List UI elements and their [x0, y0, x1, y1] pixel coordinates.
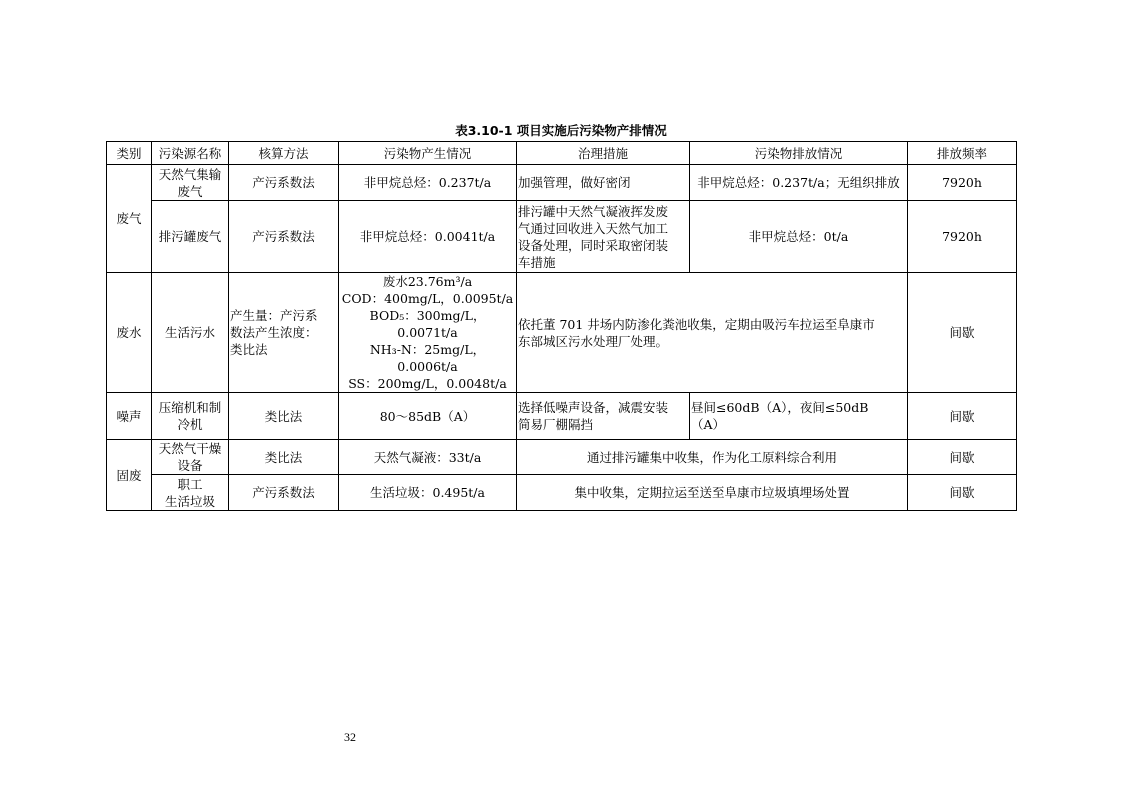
source-cell	[152, 393, 229, 440]
table-header-row	[107, 142, 1017, 165]
header-frequency: 排放频率	[908, 142, 1017, 165]
source-cell	[152, 165, 229, 201]
source-line: 天然气干燥	[158, 441, 222, 456]
source-line: 职工	[177, 476, 203, 492]
treatment-cell	[517, 273, 908, 393]
method-line: 类比法	[230, 342, 268, 357]
method-cell: 类比法	[229, 393, 339, 440]
treatment-cell: 通过排污罐集中收集，作为化工原料综合利用	[517, 440, 908, 475]
treatment-line: 车措施	[518, 254, 556, 270]
production-cell: 生活垃圾：0.495t/a	[339, 475, 517, 511]
frequency-cell: 7920h	[908, 201, 1017, 273]
table-title: 表3.10-1 项目实施后污染物产排情况	[455, 123, 667, 138]
source-cell: 生活污水	[152, 273, 229, 393]
production-cell: 非甲烷总烃：0.237t/a	[339, 165, 517, 201]
page-number: 32	[344, 730, 356, 744]
header-category: 类别	[107, 142, 152, 165]
source-line: 冷机	[177, 417, 203, 432]
treatment-line: 选择低噪声设备，减震安装	[518, 400, 669, 415]
source-line: 设备	[177, 458, 203, 473]
treatment-cell	[517, 201, 690, 273]
production-cell: 80～85dB（A）	[339, 393, 517, 440]
table-row	[107, 165, 1017, 201]
treatment-line: 简易厂棚隔挡	[518, 417, 594, 432]
treatment-cell: 集中收集，定期拉运至送至阜康市垃圾填埋场处置	[517, 475, 908, 511]
emission-cell: 非甲烷总烃：0t/a	[690, 201, 908, 273]
method-cell: 产污系数法	[229, 165, 339, 201]
production-line: COD：400mg/L，0.0095t/a	[341, 291, 514, 306]
treatment-cell: 加强管理，做好密闭	[517, 165, 690, 201]
category-cell: 噪声	[107, 393, 152, 440]
header-treatment: 治理措施	[517, 142, 690, 165]
header-production: 污染物产生情况	[339, 142, 517, 165]
production-cell	[339, 273, 517, 393]
production-line: SS：200mg/L，0.0048t/a	[348, 376, 507, 391]
treatment-line: 依托董 701 井场内防渗化粪池收集，定期由吸污车拉运至阜康市	[518, 316, 875, 332]
method-line: 数法产生浓度：	[230, 325, 318, 340]
frequency-cell: 间歇	[908, 273, 1017, 393]
table-row	[107, 475, 1017, 511]
treatment-cell	[517, 393, 690, 440]
method-cell: 产污系数法	[229, 475, 339, 511]
source-cell	[152, 440, 229, 475]
treatment-line: 气通过回收进入天然气加工	[518, 220, 669, 236]
source-line: 天然气集输	[158, 166, 222, 182]
pollutant-table	[106, 141, 1017, 511]
emission-line: 昼间≤60dB（A），夜间≤50dB	[691, 400, 869, 415]
treatment-line: 东部城区污水处理厂处理。	[518, 333, 669, 349]
table-row	[107, 393, 1017, 440]
method-cell: 类比法	[229, 440, 339, 475]
production-line: 废水23.76m³/a	[382, 274, 473, 289]
header-emission: 污染物排放情况	[690, 142, 908, 165]
header-source-name: 污染源名称	[152, 142, 229, 165]
emission-cell	[690, 393, 908, 440]
category-cell: 废水	[107, 273, 152, 393]
production-cell: 非甲烷总烃：0.0041t/a	[339, 201, 517, 273]
source-cell: 排污罐废气	[152, 201, 229, 273]
category-cell: 固废	[107, 440, 152, 511]
production-line: BOD₅：300mg/L，0.0071t/a	[369, 308, 486, 340]
frequency-cell: 间歇	[908, 393, 1017, 440]
method-cell: 产污系数法	[229, 201, 339, 273]
table-row	[107, 201, 1017, 273]
source-cell	[152, 475, 229, 511]
emission-cell: 非甲烷总烃：0.237t/a；无组织排放	[690, 165, 908, 201]
table-row	[107, 273, 1017, 393]
frequency-cell: 7920h	[908, 165, 1017, 201]
method-cell	[229, 273, 339, 393]
treatment-line: 设备处理，同时采取密闭装	[518, 237, 669, 253]
header-method: 核算方法	[229, 142, 339, 165]
emission-line: （A）	[691, 417, 726, 432]
frequency-cell: 间歇	[908, 440, 1017, 475]
table-row	[107, 440, 1017, 475]
treatment-line: 排污罐中天然气凝液挥发废	[518, 203, 669, 219]
category-cell: 废气	[107, 165, 152, 273]
production-line: NH₃-N：25mg/L，0.0006t/a	[369, 342, 486, 374]
frequency-cell: 间歇	[908, 475, 1017, 511]
source-line: 生活垃圾	[164, 493, 215, 509]
source-line: 压缩机和制	[158, 400, 222, 415]
production-cell: 天然气凝液：33t/a	[339, 440, 517, 475]
source-line: 废气	[177, 183, 203, 199]
method-line: 产生量：产污系	[230, 308, 318, 323]
